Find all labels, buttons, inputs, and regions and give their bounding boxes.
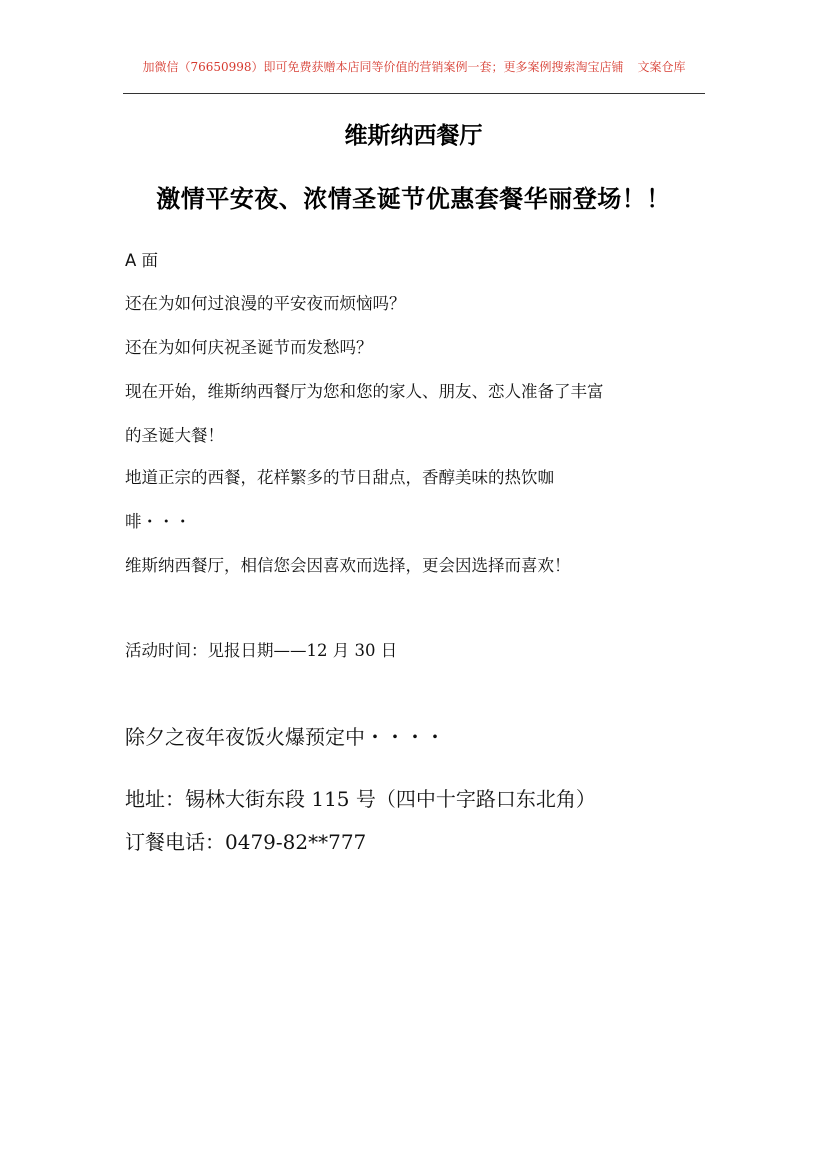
new-year-dinner: 除夕之夜年夜饭火爆预定中・・・・ — [125, 725, 445, 749]
header-tag: 文案仓库 — [637, 60, 686, 74]
document-subtitle: 激情平安夜、浓情圣诞节优惠套餐华丽登场！！ — [156, 184, 671, 213]
section-label: A 面 — [125, 251, 159, 270]
activity-time: 活动时间：见报日期——12 月 30 日 — [125, 641, 398, 660]
header-divider — [123, 93, 705, 94]
order-phone: 订餐电话：0479-82**777 — [125, 830, 367, 854]
paragraph-line-1: 还在为如何过浪漫的平安夜而烦恼吗？ — [125, 294, 406, 313]
paragraph-line-7: 维斯纳西餐厅，相信您会因喜欢而选择，更会因选择而喜欢！ — [125, 556, 571, 575]
paragraph-line-2: 还在为如何庆祝圣诞节而发愁吗？ — [125, 338, 373, 357]
paragraph-line-3: 现在开始，维斯纳西餐厅为您和您的家人、朋友、恋人准备了丰富 — [125, 382, 604, 401]
paragraph-line-5: 地道正宗的西餐，花样繁多的节日甜点，香醇美味的热饮咖 — [125, 468, 554, 487]
header-note — [123, 58, 705, 75]
document-title: 维斯纳西餐厅 — [344, 122, 483, 149]
header-note-text: 加微信（76650998）即可免费获赠本店同等价值的营销案例一套；更多案例搜索淘宝店铺 — [142, 60, 624, 74]
paragraph-line-4: 的圣诞大餐！ — [125, 426, 224, 445]
address: 地址：锡林大街东段 115 号（四中十字路口东北角） — [125, 787, 596, 811]
paragraph-line-6: 啡・・・ — [125, 512, 191, 531]
